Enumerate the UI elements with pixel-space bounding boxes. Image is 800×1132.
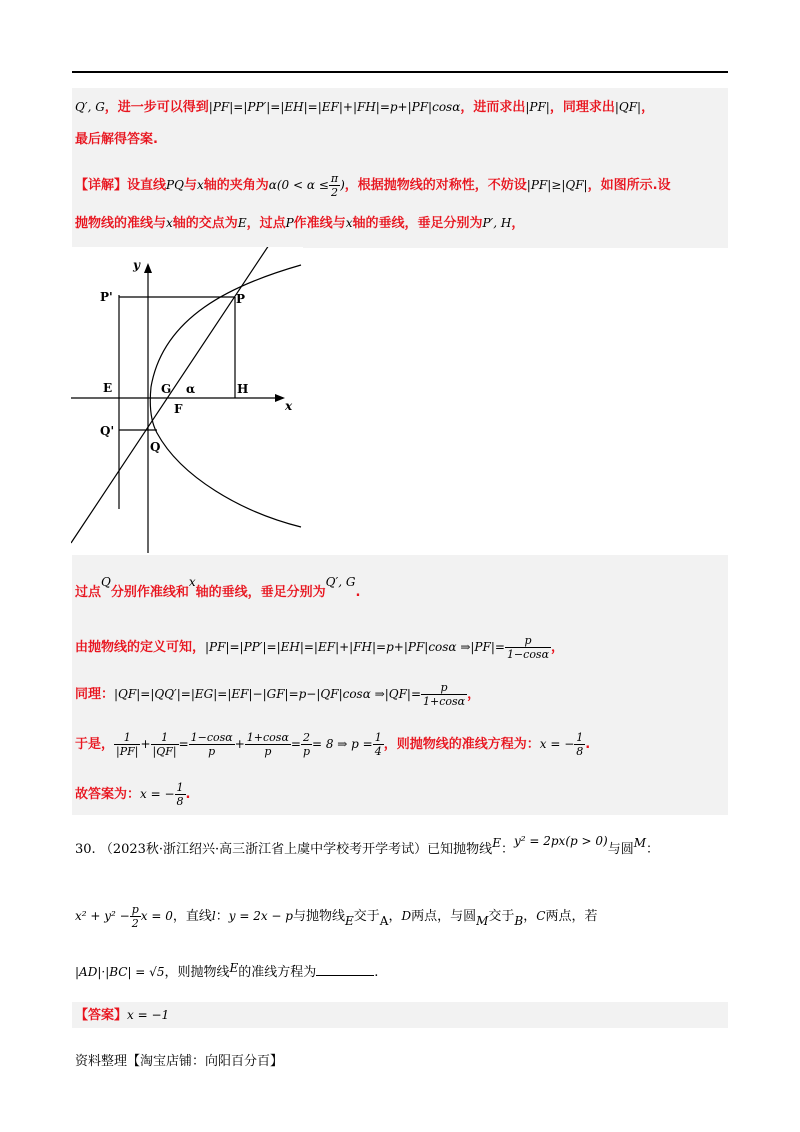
label-pprime: P' <box>100 290 113 304</box>
label-p: P <box>236 292 246 306</box>
sum-line: 于是， $\frac{1}{|PF|}$ + $\frac{1}{|QF|}$ = $\frac{1-\cos\alpha}{p}$ + $\frac{1+\cos\alpha}{p}$ = $\frac{2}{p}$ = 8 ⇒ p = $\frac{1}{4}$ ，则抛物线的准线方程为：x = − $\frac{1}{8}$ . <box>75 731 591 758</box>
answer-background <box>72 1002 728 1028</box>
answer-line-2: 【答案】x = −1 <box>75 1008 170 1023</box>
label-h: H <box>237 382 249 396</box>
label-f: F <box>174 402 183 416</box>
after-figure-line: 过点Q分别作准线和x轴的垂线，垂足分别为Q′, G. <box>75 575 361 600</box>
label-q: Q <box>150 440 161 454</box>
label-y: y <box>133 258 140 272</box>
intro-line-2: 最后解得答案. <box>75 132 158 147</box>
detail-line-1: 【详解】设直线PQ与x轴的夹角为α(0 < α ≤ $\frac{\pi}{2}$ )，根据抛物线的对称性，不妨设|PF|≥|QF|，如图所示.设 <box>75 172 671 199</box>
label-qprime: Q' <box>100 424 115 438</box>
pi-over-2-fraction: $\frac{\pi}{2}$ <box>330 172 339 199</box>
answer-line-1: 故答案为：x = − $\frac{1}{8}$ . <box>75 781 191 808</box>
parabola-figure <box>71 247 303 555</box>
detail-line-2: 抛物线的准线与x轴的交点为E，过点P作准线与x轴的垂线，垂足分别为P′, H， <box>75 216 525 231</box>
qf-fraction: $\frac{p}{1+\cos\alpha}$ <box>423 681 466 708</box>
label-e: E <box>103 381 113 395</box>
q30-line-3: |AD|·|BC| = √5，则抛物线E的准线方程为 . <box>75 961 379 980</box>
header-rule <box>72 71 728 73</box>
footer-note: 资料整理【淘宝店铺：向阳百分百】 <box>75 1054 284 1069</box>
definition-line: 由抛物线的定义可知，|PF|=|PP′|=|EH|=|EF|+|FH|=p+|PF|cosα ⇒|PF|= $\frac{p}{1-\cos\alpha}$ ， <box>75 634 565 661</box>
label-x: x <box>285 399 293 413</box>
intro-line-1: Q′, G，进一步可以得到|PF|=|PP′|=|EH|=|EF|+|FH|=p+|PF|cosα，进而求出|PF|，同理求出|QF|， <box>75 100 655 115</box>
answer-blank[interactable] <box>316 963 374 976</box>
same-line: 同理：|QF|=|QQ′|=|EG|=|EF|−|GF|=p−|QF|cosα ⇒|QF|= $\frac{p}{1+\cos\alpha}$ ， <box>75 681 481 708</box>
label-g: G <box>161 382 172 396</box>
pf-fraction: $\frac{p}{1-\cos\alpha}$ <box>506 634 550 661</box>
q30-line-1: 30. （2023秋·浙江绍兴·高三浙江省上虞中学校考开学考试）已知抛物线E：y² = 2px(p > 0)与圆M： <box>75 834 660 857</box>
label-alpha: α <box>186 382 196 396</box>
q30-line-2: x² + y² − $\frac{p}{2}$ x = 0，直线l：y = 2x − p与抛物线E交于A，D两点，与圆M交于B，C两点，若 <box>75 903 598 930</box>
